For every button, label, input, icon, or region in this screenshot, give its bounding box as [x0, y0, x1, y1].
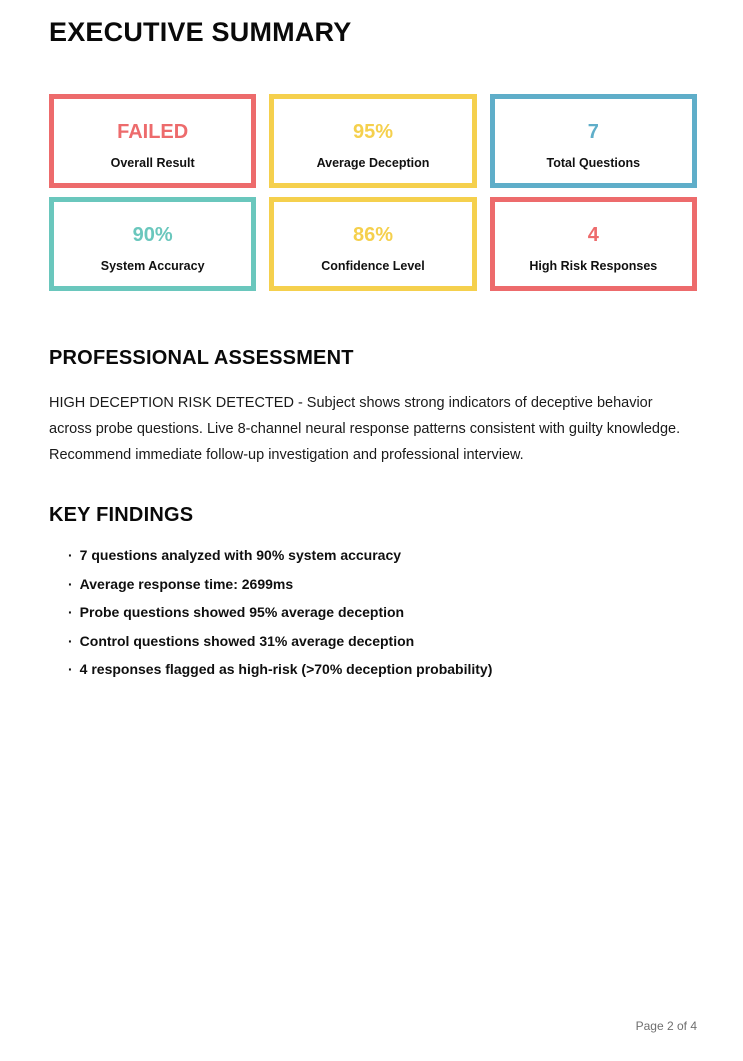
finding-item: [68, 634, 697, 649]
stat-value: 90%: [132, 223, 173, 246]
stat-value: 7: [587, 120, 599, 143]
findings-heading: KEY FINDINGS: [49, 504, 194, 527]
stat-card: [490, 94, 697, 188]
finding-text: · 4 responses flagged as high-risk (>70% deception probability): [79, 661, 493, 678]
stat-label: System Accuracy: [100, 258, 205, 273]
stat-card: [269, 197, 476, 291]
finding-text: · Probe questions showed 95% average deception: [79, 604, 405, 621]
page-title: EXECUTIVE SUMMARY: [49, 17, 352, 47]
report-page: [0, 17, 743, 1061]
stats-grid: [49, 94, 697, 291]
finding-item: [68, 662, 697, 677]
stat-label: High Risk Responses: [529, 258, 658, 273]
assessment-heading: PROFESSIONAL ASSESSMENT: [49, 347, 354, 370]
findings-list: [49, 548, 697, 677]
stat-label: Confidence Level: [321, 258, 425, 273]
stat-value: 95%: [352, 120, 393, 143]
finding-text: · Average response time: 2699ms: [79, 575, 294, 592]
stat-card: [49, 197, 256, 291]
stat-value: FAILED: [117, 120, 189, 143]
stat-label: Average Deception: [316, 155, 430, 170]
assessment-section: [49, 347, 697, 468]
findings-section: [49, 504, 697, 677]
finding-item: [68, 548, 697, 563]
stat-value: 86%: [352, 223, 393, 246]
page-number: Page 2 of 4: [635, 1019, 697, 1033]
finding-text: · Control questions showed 31% average deception: [79, 632, 415, 649]
stat-card: [49, 94, 256, 188]
stat-card: [490, 197, 697, 291]
stat-label: Total Questions: [546, 155, 641, 170]
stat-value: 4: [587, 223, 599, 246]
stat-label: Overall Result: [110, 155, 195, 170]
assessment-body: HIGH DECEPTION RISK DETECTED - Subject shows strong indicators of deceptive behavior across probe questions. Live 8-channel neural response patterns consistent with guilty knowledge. Recommend immediate follow-up investigation and professional interview.: [49, 395, 681, 464]
finding-item: [68, 605, 697, 620]
finding-text: · 7 questions analyzed with 90% system accuracy: [79, 547, 402, 564]
stat-card: [269, 94, 476, 188]
finding-item: [68, 577, 697, 592]
